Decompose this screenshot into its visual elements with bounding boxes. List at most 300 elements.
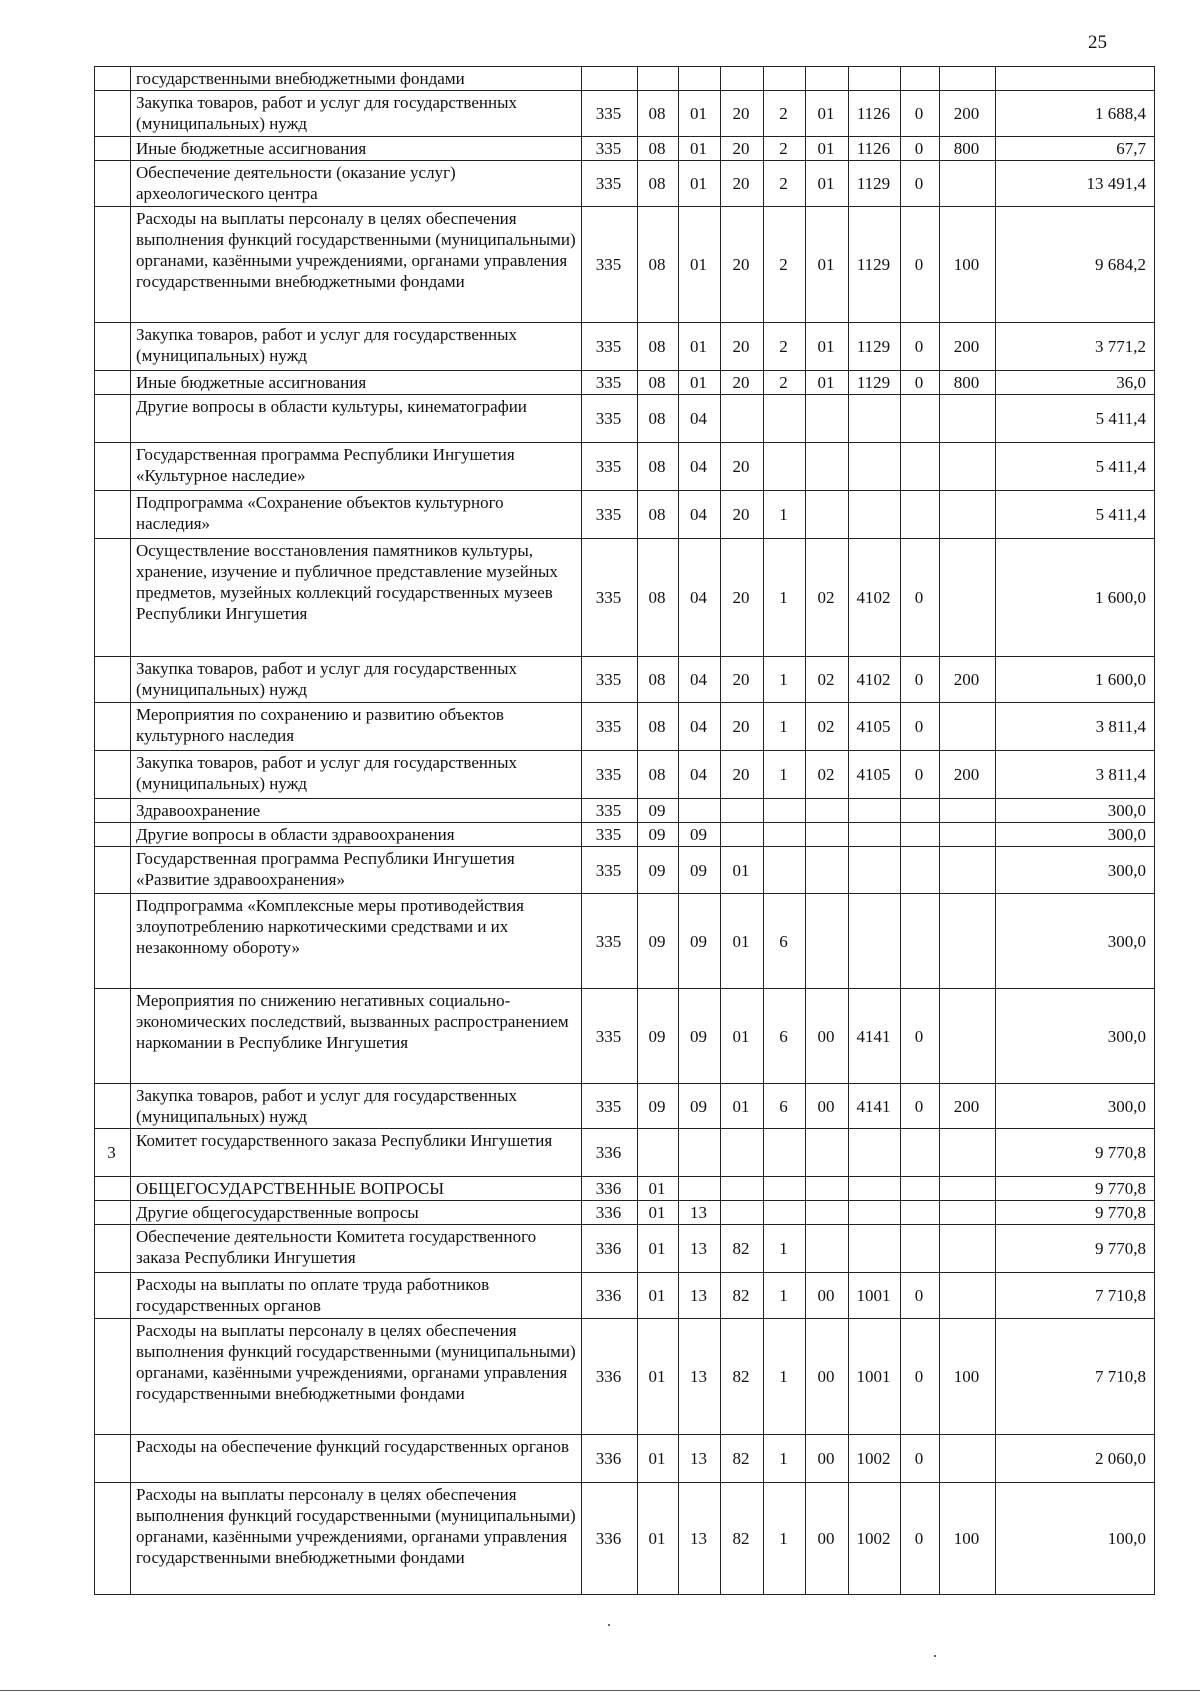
page-bottom-edge [0, 1690, 1200, 1691]
table-row [95, 657, 1155, 703]
row-number-cell [95, 67, 131, 91]
section-code-cell [638, 1129, 679, 1177]
item-name-cell: Иные бюджетные ассигнования [131, 371, 582, 395]
program-code-cell [721, 799, 764, 823]
subprogram-code-cell: 2 [764, 371, 806, 395]
subsection-code-cell: 01 [679, 91, 721, 137]
expense-type-cell [940, 823, 996, 847]
item-name-cell: Мероприятия по снижению негативных социально-экономических последствий, вызванных распространением наркомании в Республике Ингушетия [131, 989, 582, 1084]
program-code-cell: 01 [721, 989, 764, 1084]
ministry-code-cell: 335 [582, 847, 638, 894]
program-code-cell: 20 [721, 539, 764, 657]
subsection-code-cell: 13 [679, 1483, 721, 1595]
measure-code-cell: 01 [806, 371, 849, 395]
item-name-cell: Осуществление восстановления памятников культуры, хранение, изучение и публичное представление музейных предметов, музейных коллекций государственных музеев Республики Ингушетия [131, 539, 582, 657]
zero-code-cell [901, 67, 940, 91]
table-row [95, 161, 1155, 207]
subsection-code-cell [679, 799, 721, 823]
section-code-cell: 08 [638, 323, 679, 371]
expense-type-cell [940, 443, 996, 491]
program-code-cell: 20 [721, 751, 764, 799]
zero-code-cell: 0 [901, 371, 940, 395]
measure-code-cell [806, 1129, 849, 1177]
ministry-code-cell: 335 [582, 657, 638, 703]
scan-speck [608, 1624, 610, 1626]
ministry-code-cell: 335 [582, 371, 638, 395]
program-code-cell: 01 [721, 894, 764, 989]
section-code-cell: 01 [638, 1177, 679, 1201]
table-row [95, 989, 1155, 1084]
direction-code-cell: 1129 [849, 161, 901, 207]
zero-code-cell: 0 [901, 1273, 940, 1319]
ministry-code-cell: 335 [582, 443, 638, 491]
subprogram-code-cell [764, 823, 806, 847]
amount-cell: 300,0 [996, 989, 1155, 1084]
row-number-cell: 3 [95, 1129, 131, 1177]
subsection-code-cell: 01 [679, 323, 721, 371]
ministry-code-cell: 335 [582, 323, 638, 371]
expense-type-cell [940, 1201, 996, 1225]
subsection-code-cell: 13 [679, 1201, 721, 1225]
row-number-cell [95, 1273, 131, 1319]
subprogram-code-cell: 1 [764, 539, 806, 657]
expense-type-cell [940, 67, 996, 91]
table-row [95, 371, 1155, 395]
row-number-cell [95, 371, 131, 395]
ministry-code-cell: 335 [582, 395, 638, 443]
row-number-cell [95, 91, 131, 137]
program-code-cell: 20 [721, 207, 764, 323]
measure-code-cell: 01 [806, 323, 849, 371]
expense-type-cell [940, 1435, 996, 1483]
zero-code-cell [901, 1225, 940, 1273]
amount-cell [996, 67, 1155, 91]
subprogram-code-cell: 1 [764, 1273, 806, 1319]
table-row [95, 395, 1155, 443]
item-name-cell: Другие вопросы в области культуры, кинематографии [131, 395, 582, 443]
row-number-cell [95, 1225, 131, 1273]
program-code-cell: 82 [721, 1225, 764, 1273]
section-code-cell: 01 [638, 1435, 679, 1483]
ministry-code-cell: 335 [582, 161, 638, 207]
expense-type-cell: 200 [940, 1084, 996, 1129]
subprogram-code-cell [764, 443, 806, 491]
section-code-cell [638, 67, 679, 91]
expense-type-cell [940, 491, 996, 539]
section-code-cell: 08 [638, 491, 679, 539]
amount-cell: 100,0 [996, 1483, 1155, 1595]
amount-cell: 13 491,4 [996, 161, 1155, 207]
row-number-cell [95, 539, 131, 657]
item-name-cell: Обеспечение деятельности Комитета государственного заказа Республики Ингушетия [131, 1225, 582, 1273]
table-row [95, 491, 1155, 539]
table-row [95, 323, 1155, 371]
subsection-code-cell: 04 [679, 657, 721, 703]
subprogram-code-cell: 2 [764, 137, 806, 161]
amount-cell: 7 710,8 [996, 1273, 1155, 1319]
measure-code-cell [806, 491, 849, 539]
measure-code-cell [806, 1201, 849, 1225]
row-number-cell [95, 161, 131, 207]
table-row [95, 539, 1155, 657]
section-code-cell: 01 [638, 1201, 679, 1225]
subsection-code-cell: 04 [679, 751, 721, 799]
section-code-cell: 09 [638, 894, 679, 989]
ministry-code-cell: 335 [582, 539, 638, 657]
subprogram-code-cell: 2 [764, 161, 806, 207]
measure-code-cell: 00 [806, 1483, 849, 1595]
program-code-cell: 20 [721, 137, 764, 161]
measure-code-cell: 02 [806, 751, 849, 799]
amount-cell: 300,0 [996, 799, 1155, 823]
zero-code-cell: 0 [901, 1319, 940, 1435]
program-code-cell: 01 [721, 1084, 764, 1129]
zero-code-cell: 0 [901, 657, 940, 703]
subprogram-code-cell: 6 [764, 1084, 806, 1129]
section-code-cell: 08 [638, 539, 679, 657]
direction-code-cell: 1129 [849, 323, 901, 371]
table-row [95, 1319, 1155, 1435]
section-code-cell: 01 [638, 1483, 679, 1595]
item-name-cell: Другие общегосударственные вопросы [131, 1201, 582, 1225]
subprogram-code-cell: 6 [764, 894, 806, 989]
section-code-cell: 09 [638, 823, 679, 847]
subsection-code-cell: 09 [679, 1084, 721, 1129]
row-number-cell [95, 847, 131, 894]
section-code-cell: 09 [638, 847, 679, 894]
measure-code-cell [806, 847, 849, 894]
row-number-cell [95, 323, 131, 371]
subprogram-code-cell: 6 [764, 989, 806, 1084]
amount-cell: 300,0 [996, 847, 1155, 894]
section-code-cell: 08 [638, 657, 679, 703]
zero-code-cell [901, 395, 940, 443]
program-code-cell: 20 [721, 443, 764, 491]
table-row [95, 443, 1155, 491]
program-code-cell [721, 1129, 764, 1177]
amount-cell: 1 600,0 [996, 657, 1155, 703]
program-code-cell: 20 [721, 91, 764, 137]
zero-code-cell [901, 823, 940, 847]
table-row [95, 847, 1155, 894]
item-name-cell: Подпрограмма «Сохранение объектов культурного наследия» [131, 491, 582, 539]
subprogram-code-cell: 2 [764, 323, 806, 371]
direction-code-cell: 4105 [849, 703, 901, 751]
row-number-cell [95, 1319, 131, 1435]
direction-code-cell [849, 1129, 901, 1177]
direction-code-cell: 1001 [849, 1273, 901, 1319]
direction-code-cell: 1002 [849, 1483, 901, 1595]
direction-code-cell: 1001 [849, 1319, 901, 1435]
row-number-cell [95, 657, 131, 703]
ministry-code-cell: 335 [582, 989, 638, 1084]
row-number-cell [95, 443, 131, 491]
ministry-code-cell: 335 [582, 799, 638, 823]
subsection-code-cell: 04 [679, 395, 721, 443]
subsection-code-cell: 04 [679, 539, 721, 657]
measure-code-cell [806, 894, 849, 989]
subprogram-code-cell: 1 [764, 703, 806, 751]
table-row [95, 1483, 1155, 1595]
table-row [95, 799, 1155, 823]
amount-cell: 9 770,8 [996, 1201, 1155, 1225]
zero-code-cell: 0 [901, 989, 940, 1084]
item-name-cell: Закупка товаров, работ и услуг для государственных (муниципальных) нужд [131, 751, 582, 799]
measure-code-cell: 00 [806, 1435, 849, 1483]
zero-code-cell [901, 894, 940, 989]
measure-code-cell [806, 799, 849, 823]
table-row [95, 703, 1155, 751]
item-name-cell: Здравоохранение [131, 799, 582, 823]
direction-code-cell [849, 395, 901, 443]
item-name-cell: Обеспечение деятельности (оказание услуг) археологического центра [131, 161, 582, 207]
budget-table [94, 66, 1155, 1595]
zero-code-cell [901, 799, 940, 823]
expense-type-cell [940, 989, 996, 1084]
section-code-cell: 08 [638, 137, 679, 161]
program-code-cell: 82 [721, 1483, 764, 1595]
expense-type-cell [940, 1225, 996, 1273]
subsection-code-cell: 13 [679, 1273, 721, 1319]
measure-code-cell [806, 1225, 849, 1273]
subsection-code-cell: 01 [679, 161, 721, 207]
subsection-code-cell: 09 [679, 894, 721, 989]
subsection-code-cell: 09 [679, 989, 721, 1084]
zero-code-cell [901, 1177, 940, 1201]
subprogram-code-cell [764, 847, 806, 894]
row-number-cell [95, 703, 131, 751]
direction-code-cell: 4141 [849, 989, 901, 1084]
section-code-cell: 09 [638, 799, 679, 823]
subprogram-code-cell: 1 [764, 1225, 806, 1273]
measure-code-cell [806, 1177, 849, 1201]
zero-code-cell: 0 [901, 161, 940, 207]
section-code-cell: 09 [638, 1084, 679, 1129]
expense-type-cell [940, 703, 996, 751]
subsection-code-cell: 13 [679, 1435, 721, 1483]
ministry-code-cell: 336 [582, 1273, 638, 1319]
zero-code-cell: 0 [901, 1483, 940, 1595]
item-name-cell: Закупка товаров, работ и услуг для государственных (муниципальных) нужд [131, 657, 582, 703]
subsection-code-cell: 13 [679, 1225, 721, 1273]
measure-code-cell: 00 [806, 1319, 849, 1435]
table-row [95, 751, 1155, 799]
direction-code-cell [849, 1201, 901, 1225]
table-row [95, 1129, 1155, 1177]
ministry-code-cell: 335 [582, 491, 638, 539]
subsection-code-cell: 13 [679, 1319, 721, 1435]
ministry-code-cell: 335 [582, 751, 638, 799]
amount-cell: 300,0 [996, 894, 1155, 989]
row-number-cell [95, 207, 131, 323]
expense-type-cell [940, 395, 996, 443]
program-code-cell: 01 [721, 847, 764, 894]
expense-type-cell [940, 539, 996, 657]
item-name-cell: Расходы на выплаты персоналу в целях обеспечения выполнения функций государственными (муниципальными) органами, казёнными учреждениями, органами управления государственными внебюджетными фондами [131, 1319, 582, 1435]
program-code-cell: 20 [721, 161, 764, 207]
measure-code-cell [806, 443, 849, 491]
amount-cell: 1 600,0 [996, 539, 1155, 657]
ministry-code-cell: 335 [582, 137, 638, 161]
measure-code-cell [806, 823, 849, 847]
expense-type-cell: 100 [940, 1319, 996, 1435]
section-code-cell: 08 [638, 751, 679, 799]
measure-code-cell [806, 67, 849, 91]
item-name-cell: Закупка товаров, работ и услуг для государственных (муниципальных) нужд [131, 1084, 582, 1129]
expense-type-cell [940, 161, 996, 207]
measure-code-cell: 00 [806, 989, 849, 1084]
row-number-cell [95, 989, 131, 1084]
ministry-code-cell: 336 [582, 1483, 638, 1595]
amount-cell: 7 710,8 [996, 1319, 1155, 1435]
measure-code-cell [806, 395, 849, 443]
direction-code-cell: 4105 [849, 751, 901, 799]
direction-code-cell: 4141 [849, 1084, 901, 1129]
table-row [95, 823, 1155, 847]
subsection-code-cell: 09 [679, 823, 721, 847]
zero-code-cell [901, 1129, 940, 1177]
amount-cell: 300,0 [996, 1084, 1155, 1129]
direction-code-cell: 4102 [849, 657, 901, 703]
amount-cell: 36,0 [996, 371, 1155, 395]
ministry-code-cell: 335 [582, 823, 638, 847]
program-code-cell: 82 [721, 1273, 764, 1319]
subprogram-code-cell [764, 799, 806, 823]
subprogram-code-cell: 2 [764, 91, 806, 137]
item-name-cell: Иные бюджетные ассигнования [131, 137, 582, 161]
table-body [95, 67, 1155, 1595]
section-code-cell: 08 [638, 395, 679, 443]
row-number-cell [95, 799, 131, 823]
program-code-cell: 20 [721, 491, 764, 539]
measure-code-cell: 01 [806, 137, 849, 161]
expense-type-cell [940, 1129, 996, 1177]
program-code-cell: 20 [721, 323, 764, 371]
row-number-cell [95, 1177, 131, 1201]
table-row [95, 207, 1155, 323]
subsection-code-cell: 04 [679, 703, 721, 751]
direction-code-cell [849, 491, 901, 539]
section-code-cell: 01 [638, 1225, 679, 1273]
table-row [95, 1273, 1155, 1319]
direction-code-cell [849, 894, 901, 989]
direction-code-cell: 4102 [849, 539, 901, 657]
row-number-cell [95, 1483, 131, 1595]
measure-code-cell: 00 [806, 1273, 849, 1319]
zero-code-cell: 0 [901, 539, 940, 657]
subprogram-code-cell: 1 [764, 1435, 806, 1483]
subsection-code-cell [679, 1129, 721, 1177]
direction-code-cell: 1126 [849, 91, 901, 137]
amount-cell: 9 770,8 [996, 1177, 1155, 1201]
item-name-cell: Государственная программа Республики Ингушетия «Культурное наследие» [131, 443, 582, 491]
measure-code-cell: 01 [806, 91, 849, 137]
subprogram-code-cell: 1 [764, 1319, 806, 1435]
measure-code-cell: 01 [806, 207, 849, 323]
program-code-cell: 20 [721, 703, 764, 751]
expense-type-cell: 200 [940, 91, 996, 137]
measure-code-cell: 02 [806, 539, 849, 657]
subprogram-code-cell [764, 1129, 806, 1177]
expense-type-cell [940, 894, 996, 989]
expense-type-cell: 100 [940, 1483, 996, 1595]
section-code-cell: 08 [638, 207, 679, 323]
row-number-cell [95, 894, 131, 989]
item-name-cell: Закупка товаров, работ и услуг для государственных (муниципальных) нужд [131, 91, 582, 137]
expense-type-cell: 200 [940, 323, 996, 371]
expense-type-cell [940, 799, 996, 823]
expense-type-cell [940, 847, 996, 894]
program-code-cell [721, 395, 764, 443]
ministry-code-cell: 335 [582, 207, 638, 323]
ministry-code-cell: 336 [582, 1177, 638, 1201]
amount-cell: 300,0 [996, 823, 1155, 847]
section-code-cell: 09 [638, 989, 679, 1084]
subprogram-code-cell [764, 1201, 806, 1225]
subprogram-code-cell: 1 [764, 657, 806, 703]
zero-code-cell: 0 [901, 137, 940, 161]
program-code-cell [721, 823, 764, 847]
direction-code-cell [849, 1225, 901, 1273]
direction-code-cell [849, 67, 901, 91]
expense-type-cell: 200 [940, 657, 996, 703]
subprogram-code-cell [764, 395, 806, 443]
amount-cell: 3 811,4 [996, 751, 1155, 799]
section-code-cell: 08 [638, 161, 679, 207]
expense-type-cell: 100 [940, 207, 996, 323]
section-code-cell: 01 [638, 1273, 679, 1319]
subsection-code-cell [679, 1177, 721, 1201]
direction-code-cell [849, 799, 901, 823]
subsection-code-cell [679, 67, 721, 91]
table-row [95, 1201, 1155, 1225]
subprogram-code-cell [764, 67, 806, 91]
section-code-cell: 08 [638, 371, 679, 395]
direction-code-cell [849, 847, 901, 894]
zero-code-cell: 0 [901, 1084, 940, 1129]
section-code-cell: 08 [638, 91, 679, 137]
item-name-cell: Комитет государственного заказа Республики Ингушетия [131, 1129, 582, 1177]
subsection-code-cell: 01 [679, 371, 721, 395]
row-number-cell [95, 1084, 131, 1129]
subprogram-code-cell: 2 [764, 207, 806, 323]
subprogram-code-cell [764, 1177, 806, 1201]
row-number-cell [95, 1201, 131, 1225]
subsection-code-cell: 09 [679, 847, 721, 894]
row-number-cell [95, 491, 131, 539]
table-row [95, 1435, 1155, 1483]
item-name-cell: ОБЩЕГОСУДАРСТВЕННЫЕ ВОПРОСЫ [131, 1177, 582, 1201]
ministry-code-cell: 336 [582, 1129, 638, 1177]
subsection-code-cell: 04 [679, 443, 721, 491]
direction-code-cell [849, 443, 901, 491]
amount-cell: 9 770,8 [996, 1129, 1155, 1177]
item-name-cell: государственными внебюджетными фондами [131, 67, 582, 91]
amount-cell: 1 688,4 [996, 91, 1155, 137]
direction-code-cell [849, 1177, 901, 1201]
section-code-cell: 01 [638, 1319, 679, 1435]
amount-cell: 5 411,4 [996, 491, 1155, 539]
zero-code-cell: 0 [901, 91, 940, 137]
row-number-cell [95, 395, 131, 443]
page-number: 25 [1088, 32, 1107, 53]
zero-code-cell: 0 [901, 751, 940, 799]
direction-code-cell [849, 823, 901, 847]
item-name-cell: Другие вопросы в области здравоохранения [131, 823, 582, 847]
ministry-code-cell: 336 [582, 1435, 638, 1483]
ministry-code-cell: 336 [582, 1225, 638, 1273]
item-name-cell: Мероприятия по сохранению и развитию объектов культурного наследия [131, 703, 582, 751]
